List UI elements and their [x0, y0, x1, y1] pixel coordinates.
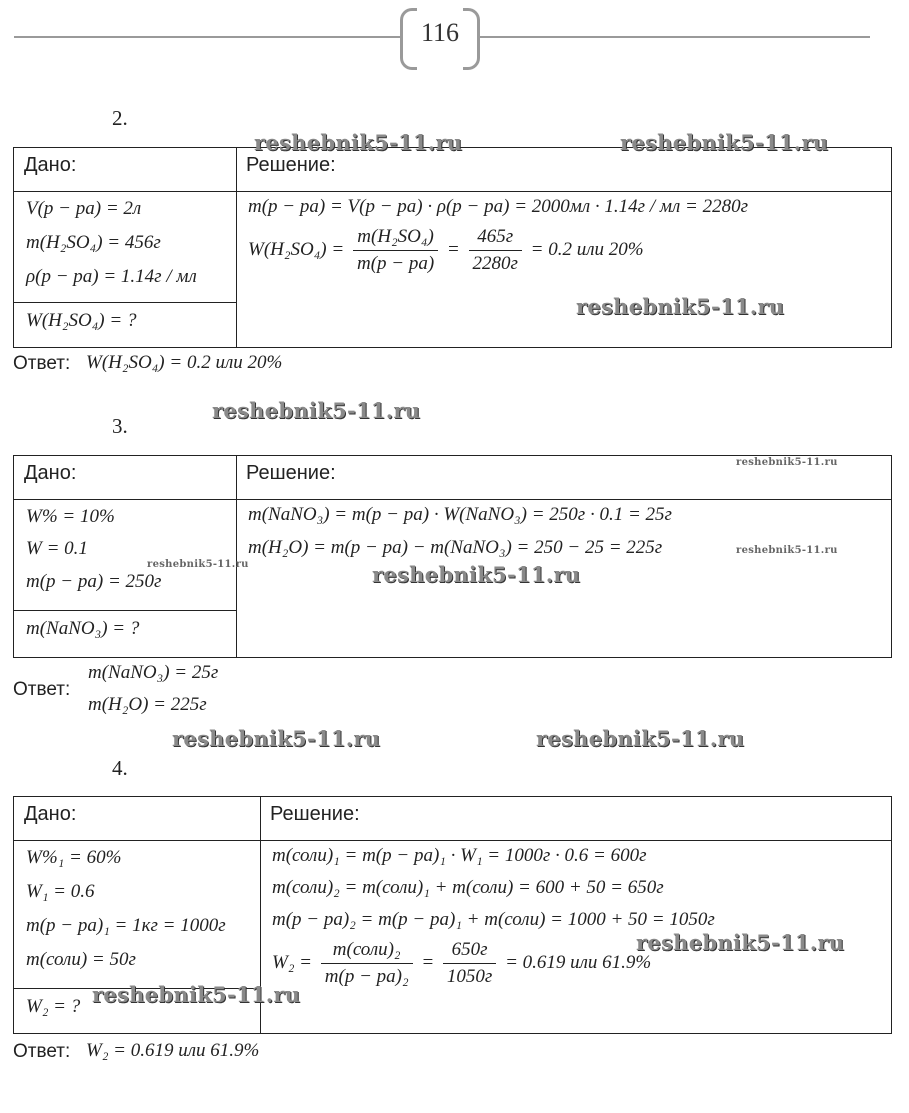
page-number-badge — [400, 8, 480, 66]
fraction — [353, 226, 438, 275]
watermark: reshebnik5-11.ru — [620, 130, 829, 155]
find-line: W(H₂SO₄) = ? — [26, 310, 137, 331]
table-header-rule — [14, 840, 891, 841]
formula-result: = 0.619 или 61.9% — [505, 951, 652, 973]
watermark: reshebnik5-11.ru — [92, 982, 301, 1007]
given-line: m(H₂SO₄) = 456г — [26, 232, 161, 253]
given-header: Дано: — [24, 462, 77, 484]
answer-line: W(H₂SO₄) = 0.2 или 20% — [86, 352, 283, 373]
formula-lhs: W₂ = — [272, 951, 313, 973]
numerator: 465г — [469, 226, 522, 251]
numerator: m(соли)₂ — [321, 939, 413, 964]
solution-line: m(соли)₁ = m(p − pa)₁ · W₁ = 1000г · 0.6 = 600г — [272, 845, 647, 866]
header-rule-left — [14, 36, 400, 38]
answer-label: Ответ: — [13, 679, 71, 700]
watermark: reshebnik5-11.ru — [736, 457, 838, 468]
fraction — [469, 226, 522, 275]
answer-line: m(NaNO₃) = 25г — [88, 662, 219, 683]
given-header: Дано: — [24, 803, 77, 825]
solution-formula — [248, 226, 644, 275]
given-line: W₁ = 0.6 — [26, 881, 95, 902]
solution-line: m(H₂O) = m(p − pa) − m(NaNO₃) = 250 − 25 = 225г — [248, 537, 663, 558]
solution-header: Решение: — [270, 803, 360, 825]
watermark: reshebnik5-11.ru — [736, 545, 838, 556]
equals-sign: = — [446, 238, 460, 260]
denominator: m(p − pa) — [356, 253, 435, 274]
solution-line: m(соли)₂ = m(соли)₁ + m(соли) = 600 + 50 = 650г — [272, 877, 664, 898]
denominator: m(p − pa)₂ — [324, 966, 409, 987]
watermark: reshebnik5-11.ru — [254, 130, 463, 155]
given-line: m(p − pa) = 250г — [26, 571, 162, 592]
given-find-rule — [14, 302, 236, 303]
watermark: reshebnik5-11.ru — [576, 294, 785, 319]
table-divider — [236, 456, 237, 657]
formula-lhs: W(H₂SO₄) = — [248, 238, 345, 260]
table-header-rule — [14, 499, 891, 500]
given-line: m(соли) = 50г — [26, 949, 136, 970]
problem-number: 4. — [112, 756, 128, 780]
numerator: m(H₂SO₄) — [353, 226, 438, 251]
given-header: Дано: — [24, 154, 77, 176]
answer-label: Ответ: — [13, 353, 71, 374]
watermark: reshebnik5-11.ru — [536, 726, 745, 751]
given-line: W%₁ = 60% — [26, 847, 122, 868]
header-rule-right — [480, 36, 870, 38]
problem-number: 3. — [112, 414, 128, 438]
solution-line: m(p − pa)₂ = m(p − pa)₁ + m(соли) = 1000 + 50 = 1050г — [272, 909, 715, 930]
solution-header: Решение: — [246, 462, 336, 484]
given-find-rule — [14, 610, 236, 611]
numerator: 650г — [443, 939, 496, 964]
watermark: reshebnik5-11.ru — [372, 562, 581, 587]
denominator: 1050г — [446, 966, 493, 987]
fraction — [443, 939, 496, 988]
find-line: m(NaNO₃) = ? — [26, 618, 140, 639]
solution-header: Решение: — [246, 154, 336, 176]
table-divider — [236, 148, 237, 347]
answer-line: W₂ = 0.619 или 61.9% — [86, 1040, 260, 1061]
formula-result: = 0.2 или 20% — [530, 238, 644, 260]
given-line: m(p − pa)₁ = 1кг = 1000г — [26, 915, 226, 936]
find-line: W₂ = ? — [26, 996, 81, 1017]
watermark: reshebnik5-11.ru — [636, 930, 845, 955]
problem-table — [13, 455, 892, 658]
page-number: 116 — [420, 18, 460, 47]
fraction — [321, 939, 413, 988]
solution-line: m(p − pa) = V(p − pa) · ρ(p − pa) = 2000мл · 1.14г / мл = 2280г — [248, 196, 749, 217]
equals-sign: = — [421, 951, 435, 973]
watermark: reshebnik5-11.ru — [172, 726, 381, 751]
answer-line: m(H₂O) = 225г — [88, 694, 207, 715]
given-line: W = 0.1 — [26, 538, 88, 559]
denominator: 2280г — [472, 253, 518, 274]
problem-number: 2. — [112, 106, 128, 130]
solution-formula — [272, 939, 651, 988]
watermark: reshebnik5-11.ru — [212, 398, 421, 423]
given-line: W% = 10% — [26, 506, 115, 527]
given-line: V(p − pa) = 2л — [26, 198, 142, 219]
solution-line: m(NaNO₃) = m(p − pa) · W(NaNO₃) = 250г · 0.1 = 25г — [248, 504, 672, 525]
given-line: ρ(p − pa) = 1.14г / мл — [26, 266, 197, 287]
table-header-rule — [14, 191, 891, 192]
answer-label: Ответ: — [13, 1041, 71, 1062]
watermark: reshebnik5-11.ru — [147, 559, 249, 570]
